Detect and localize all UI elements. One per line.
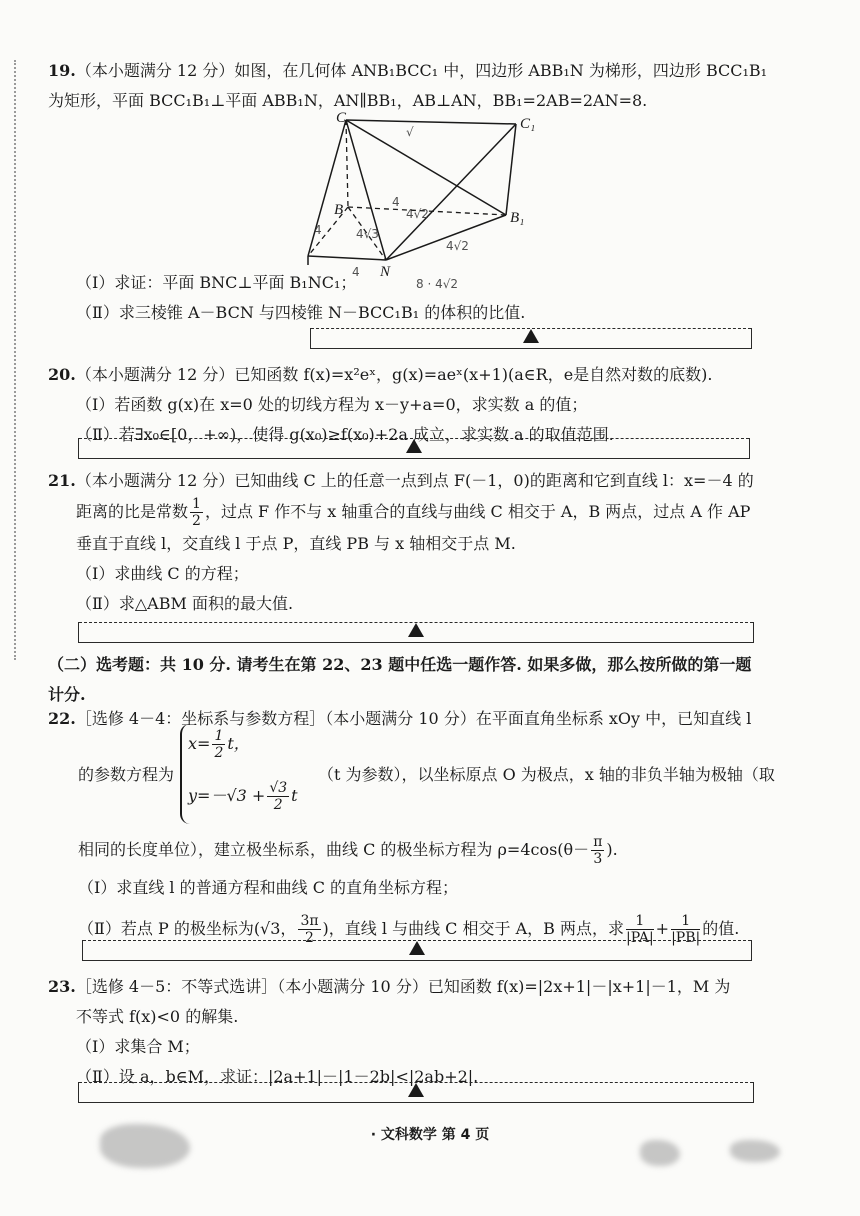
handwritten-note-6: 4 xyxy=(392,195,400,209)
section-optional-line2: 计分. xyxy=(48,685,86,704)
q21-part1: （Ⅰ）求曲线 C 的方程； xyxy=(76,564,249,583)
q19-part2: （Ⅱ）求三棱锥 A－BCN 与四棱锥 N－BCC₁B₁ 的体积的比值. xyxy=(76,303,526,322)
triangle-marker-icon xyxy=(523,329,539,343)
answer-box-22 xyxy=(82,940,752,961)
triangle-marker-icon xyxy=(408,623,424,637)
edge-CB1 xyxy=(346,120,506,215)
eq-y: y=－√3 + $\frac{√3}{2}$ t xyxy=(188,780,298,813)
handwritten-note-8: 4√2 xyxy=(406,207,429,221)
q22-line1: 22.［选修 4－4：坐标系与参数方程］（本小题满分 10 分）在平面直角坐标系 xOy 中，已知直线 l xyxy=(48,709,752,728)
label-B: B xyxy=(334,202,344,218)
q22-param-suffix: （t 为参数），以坐标原点 O 为极点，x 轴的非负半轴为极轴（取 xyxy=(318,765,775,784)
answer-box-21 xyxy=(78,622,754,643)
handwritten-note-3: 4√2 xyxy=(446,239,469,253)
q22-number: 22. xyxy=(48,709,76,728)
section-optional-line1: （二）选考题：共 10 分. 请考生在第 22、23 题中任选一题作答. 如果多做，那么按所做的第一题 xyxy=(48,655,752,674)
q19-number: 19. xyxy=(48,61,76,80)
triangle-marker-icon xyxy=(406,439,422,453)
answer-box-23 xyxy=(78,1082,754,1103)
q19-part1: （Ⅰ）求证：平面 BNC⊥平面 B₁NC₁； xyxy=(76,273,357,292)
q19-parts xyxy=(48,268,760,328)
triangle-marker-icon xyxy=(409,941,425,955)
edge-C1B1 xyxy=(506,124,516,215)
q21-line2: 距离的比是常数 $\frac{1}{2}$ ，过点 F 作不与 x 轴重合的直线与曲线 C 相交于 A，B 两点，过点 A 作 AP xyxy=(76,496,751,529)
q23-line2: 不等式 f(x)<0 的解集. xyxy=(76,1007,239,1026)
answer-box-20 xyxy=(78,438,750,459)
geometry-figure xyxy=(296,110,566,290)
q20-part1: （Ⅰ）若函数 g(x)在 x=0 处的切线方程为 x－y+a=0，求实数 a 的值； xyxy=(76,395,588,414)
fraction-one-half: $\frac{1}{2}$ xyxy=(192,496,201,529)
handwritten-note-1: 4 xyxy=(314,223,322,237)
q21-part2: （Ⅱ）求△ABM 面积的最大值. xyxy=(76,594,294,613)
label-C1: C₁ xyxy=(520,116,536,132)
q23-number: 23. xyxy=(48,977,76,996)
edge-CB-hidden xyxy=(346,120,348,207)
question-22 xyxy=(48,704,760,734)
edge-AN xyxy=(308,256,386,260)
q23-line1: 23.［选修 4－5：不等式选讲］（本小题满分 10 分）已知函数 f(x)=|2x+1|－|x+1|－1，M 为 xyxy=(48,977,731,996)
eq-x: x= $\frac{1}{2}$ t， xyxy=(188,728,250,761)
handwritten-note-2: 4 xyxy=(352,265,360,279)
question-20 xyxy=(48,360,760,450)
question-23 xyxy=(48,972,760,1092)
section-optional xyxy=(48,650,760,710)
label-B1: B₁ xyxy=(510,210,525,226)
q20-part2: （Ⅱ）若∃x₀∈[0，+∞)，使得 g(x₀)≥f(x₀)+2a 成立，求实数 a 的取值范围. xyxy=(76,425,614,444)
scan-smudge-left xyxy=(100,1124,190,1168)
label-N: N xyxy=(380,264,391,280)
q20-number: 20. xyxy=(48,365,76,384)
label-C: C xyxy=(336,110,347,126)
q19-line1: 19.（本小题满分 12 分）如图，在几何体 ANB₁BCC₁ 中，四边形 ABB₁N 为梯形，四边形 BCC₁B₁ xyxy=(48,61,768,80)
q21-line3: 垂直于直线 l，交直线 l 于点 P，直线 PB 与 x 轴相交于点 M. xyxy=(76,534,516,553)
q21-number: 21. xyxy=(48,471,76,490)
question-21 xyxy=(48,466,760,619)
q21-line1: 21.（本小题满分 12 分）已知曲线 C 上的任意一点到点 F(－1，0)的距离和它到直线 l：x=－4 的 xyxy=(48,471,754,490)
q22-body xyxy=(78,834,760,946)
q23-part1: （Ⅰ）求集合 M； xyxy=(76,1037,200,1056)
handwritten-note-7: √ xyxy=(406,125,414,139)
binding-margin xyxy=(14,60,17,660)
scan-smudge-right xyxy=(640,1140,680,1166)
q19-line2: 为矩形，平面 BCC₁B₁⊥平面 ABB₁N，AN∥BB₁，AB⊥AN，BB₁=2AB=2AN=8. xyxy=(48,91,648,110)
edge-NB1 xyxy=(386,215,506,260)
edge-CC1 xyxy=(346,120,516,124)
page-footer: · 文科数学 第 4 页 xyxy=(370,1127,490,1143)
scan-smudge-far-right xyxy=(730,1140,780,1162)
q23-part2: （Ⅱ）设 a，b∈M，求证：|2a+1|－|1－2b|<|2ab+2|. xyxy=(76,1067,479,1086)
answer-box-19 xyxy=(310,328,752,349)
q22-part2: （Ⅱ）若点 P 的极坐标为(√3， $\frac{3\pi}{2}$ )，直线 l 与曲线 C 相交于 A，B 两点，求 $\frac{1}{|PA|}$ + $\frac{1}{|PB|}$ 的值. xyxy=(78,913,740,946)
q22-line3: 相同的长度单位），建立极坐标系，曲线 C 的极坐标方程为 ρ=4cos(θ－ $\frac{\pi}{3}$ ). xyxy=(78,834,618,867)
handwritten-note-5: 4√3 xyxy=(356,227,379,241)
q22-part1: （Ⅰ）求直线 l 的普通方程和曲线 C 的直角坐标方程； xyxy=(78,878,459,897)
question-19 xyxy=(48,56,768,116)
handwritten-note-4: 8 · 4√2 xyxy=(416,277,458,290)
triangle-marker-icon xyxy=(408,1083,424,1097)
q20-line1: 20.（本小题满分 12 分）已知函数 f(x)=x²eˣ，g(x)=aeˣ(x+1)(a∈R，e是自然对数的底数). xyxy=(48,365,713,384)
q22-param-prefix: 的参数方程为 xyxy=(78,765,175,784)
